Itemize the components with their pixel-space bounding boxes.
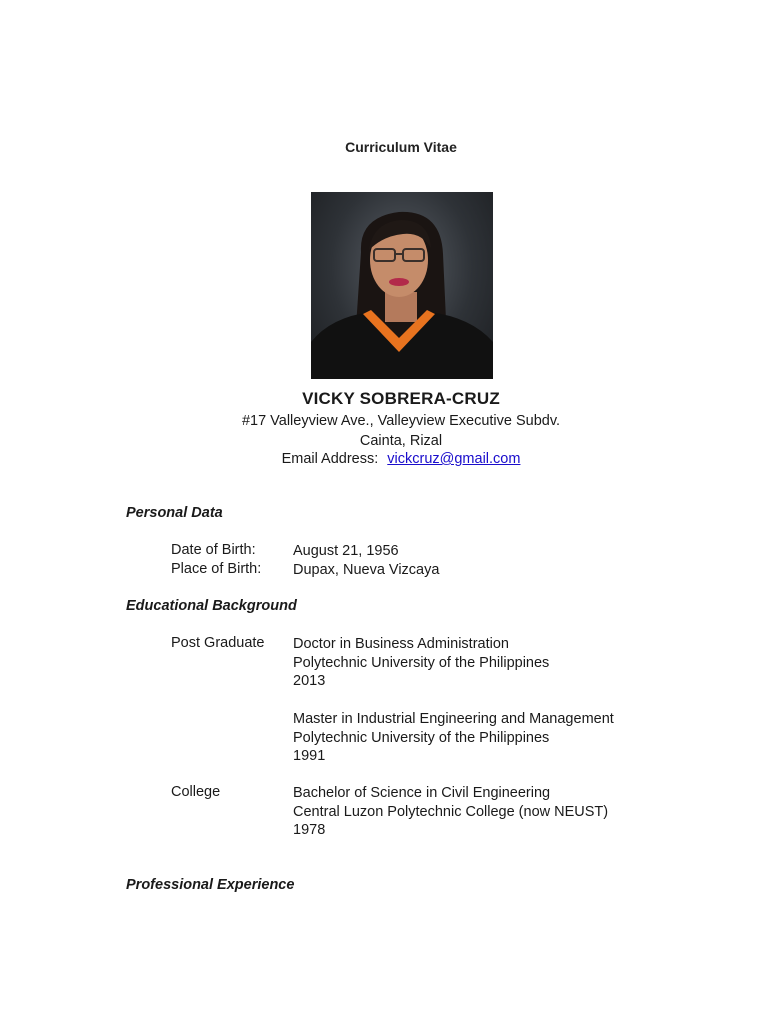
full-name: VICKY SOBRERA-CRUZ bbox=[302, 389, 500, 408]
bsce-school: Central Luzon Polytechnic College (now NEUST) bbox=[293, 803, 609, 820]
post-graduate-label: Post Graduate bbox=[171, 635, 265, 651]
experience-heading: Professional Experience bbox=[126, 877, 295, 893]
address-line-1: #17 Valleyview Ave., Valleyview Executive Subdv. bbox=[241, 413, 561, 429]
mie-entry bbox=[293, 710, 614, 766]
portrait-illustration bbox=[311, 192, 493, 379]
dba-year: 2013 bbox=[293, 673, 326, 690]
bsce-year: 1978 bbox=[293, 822, 326, 839]
dob-value bbox=[293, 542, 399, 561]
pob-label: Place of Birth: bbox=[171, 561, 262, 577]
dba-entry bbox=[293, 635, 549, 691]
document-title: Curriculum Vitae bbox=[345, 139, 457, 155]
mie-degree: Master in Industrial Engineering and Management bbox=[293, 711, 614, 727]
profile-photo bbox=[311, 192, 493, 379]
pob-text: Dupax, Nueva Vizcaya bbox=[293, 562, 440, 578]
bsce-degree: Bachelor of Science in Civil Engineering bbox=[293, 785, 551, 801]
address-line-2: Cainta, Rizal bbox=[359, 433, 443, 449]
dba-school: Polytechnic University of the Philippines bbox=[293, 654, 550, 671]
college-label: College bbox=[171, 784, 221, 800]
mie-school: Polytechnic University of the Philippines bbox=[293, 729, 550, 746]
bsce-entry bbox=[293, 784, 608, 840]
dob-label: Date of Birth: bbox=[171, 542, 256, 558]
email-line bbox=[0, 451, 768, 467]
pob-value bbox=[293, 561, 439, 580]
mie-year: 1991 bbox=[293, 748, 326, 765]
dba-degree: Doctor in Business Administration bbox=[293, 636, 509, 652]
dob-text: August 21, 1956 bbox=[293, 543, 399, 559]
email-label: Email Address: bbox=[281, 451, 379, 467]
education-heading: Educational Background bbox=[126, 598, 297, 614]
personal-data-heading: Personal Data bbox=[126, 505, 223, 521]
email-link[interactable]: vickcruz@gmail.com bbox=[387, 451, 521, 467]
